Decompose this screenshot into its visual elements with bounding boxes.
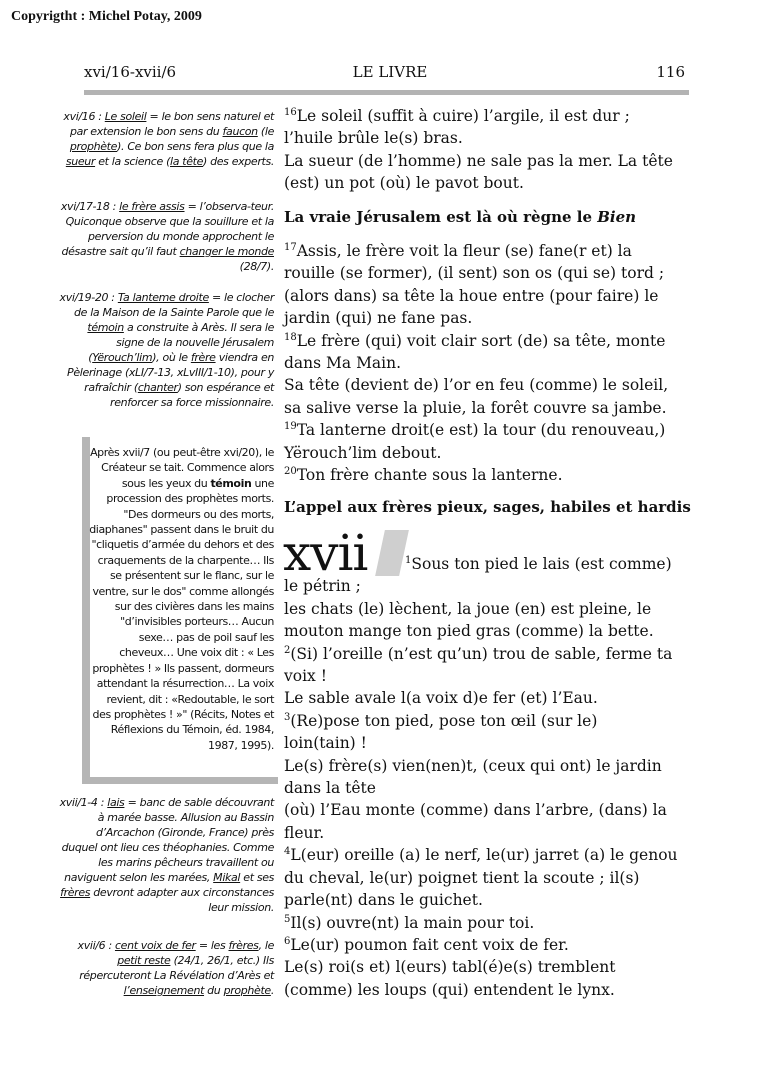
side-note: xvi/19-20 : Ta lanteme droite = le clocher de la Maison de la Sainte Parole que le témoin a construite à Arès. Il sera le signe de la nouvelle Jérusalem (Yërouch’lim), où le frère viendra en Pèlerinage (xLI/7-13, xLvIII/1-10), pour y rafraîchir (chanter) son espérance et renforcer sa force missionnaire. [59,291,274,409]
verses-xvi-17-20: $^{17}$Assis, le frère voit la fleur (se) fane(r et) la rouille (se former), (il sent) son os (qui se) tord ; (alors dans) sa tête la houe entre (pour faire) le jardin (qui) ne fane pas. $^{18}$Le frère (qui) voit clair sort (de) sa tête, monte dans Ma Main. Sa tête (devient de) l’or en feu (comme) le soleil, sa salive verse la pluie, la forêt couvre sa jambe. $^{19}$Ta lanterne droit(e est) la tour (du renouveau,) Yërouch’lim debout. $^{20}$Ton frère chante sous la lanterne. [284,242,669,485]
side-note: xvi/17-18 : le frère assis = l’observa-teur. Quiconque observe que la souillure et la perversion du monde approchent le désastre sait qu’il faut changer le monde (28/7). [60,200,274,273]
section-heading: La vraie Jérusalem est là où règne le Bien [284,208,637,226]
verses-xvi-16: $^{16}$Le soleil (suffit à cuire) l’argile, il est dur ; l’huile brûle le(s) bras. La sueur (de l’homme) ne sale pas la mer. La tête (est) un pot (où) le pavot bout. [284,107,673,193]
copyright-notice: Copyrigtht : Michel Potay, 2009 [11,9,202,24]
side-note: xvi/16 : Le soleil = le bon sens naturel et par extension le bon sens du faucon (le prophète). Ce bon sens fera plus que la sueur et la science (la tête) des experts. [63,110,274,168]
section-heading: L’appel aux frères pieux, sages, habiles et hardis [284,498,691,516]
side-note: xvii/1-4 : lais = banc de sable découvrant à marée basse. Allusion au Bassin d’Arcachon (Gironde, France) près duquel ont lieu ces théophanies. Comme les marins pêcheurs travaillent ou naviguent selon les marées, Mikal et ses frères devront adapter aux circonstances leur mission. [59,796,274,914]
page-range: xvi/16-xvii/6 [84,63,177,81]
book-title: LE LIVRE [352,63,428,81]
header-rule [84,90,689,95]
side-note: xvii/6 : cent voix de fer = les frères, le petit reste (24/1, 26/1, etc.) Ils répercuteront La Révélation d’Arès et l’enseignement du prophète. [77,939,274,997]
page-number: 116 [656,63,685,81]
verses-xvii-1-6: $^1$Sous ton pied le lais (est comme) le pétrin ; les chats (le) lèchent, la joue (en) est pleine, le mouton mange ton pied gras (comme) la bette. $^2$(Si) l’oreille (n’est qu’un) trou de sable, ferme ta voix ! Le sable avale l(a voix d)e fer (et) l’Eau. $^3$(Re)pose ton pied, pose ton œil (sur le) loin(tain) ! Le(s) frère(s) vien(nen)t, (ceux qui ont) le jardin dans la tête (où) l’Eau monte (comme) dans l’arbre, (dans) la fleur. $^4$L(eur) oreille (a) le nerf, le(ur) jarret (a) le genou du cheval, le(ur) poignet tient la scoute ; il(s) parle(nt) dans le guichet. $^5$Il(s) ouvre(nt) la main pour toi. $^6$Le(ur) poumon fait cent voix de fer. Le(s) roi(s et) l(eurs) tabl(é)e(s) tremblent (comme) les loups (qui) entendent le lynx. [284,555,678,999]
chapter-number: xvii [283,524,368,582]
commentary-box: Après xvii/7 (ou peut-être xvi/20), le Créateur se tait. Commence alors sous les yeux du témoin une procession des prophètes morts. "Des dormeurs ou des morts, diaphanes" passent dans le bruit du "cliquetis d’armée du dehors et des craquements de la charpente… Ils se présentent sur le flanc, sur le ventre, sur le dos" comme allongés sur des civières dans les mains "d’invisibles porteurs… Aucun sexe… pas de poil sauf les cheveux… Une voix dit : « Les prophètes ! » Ils passent, dormeurs attendant la résurrection… La voix revient, dit : «Redoutable, le sort des prophètes ! »" (Récits, Notes et Réflexions du Témoin, éd. 1984, 1987, 1995). [89,446,274,752]
